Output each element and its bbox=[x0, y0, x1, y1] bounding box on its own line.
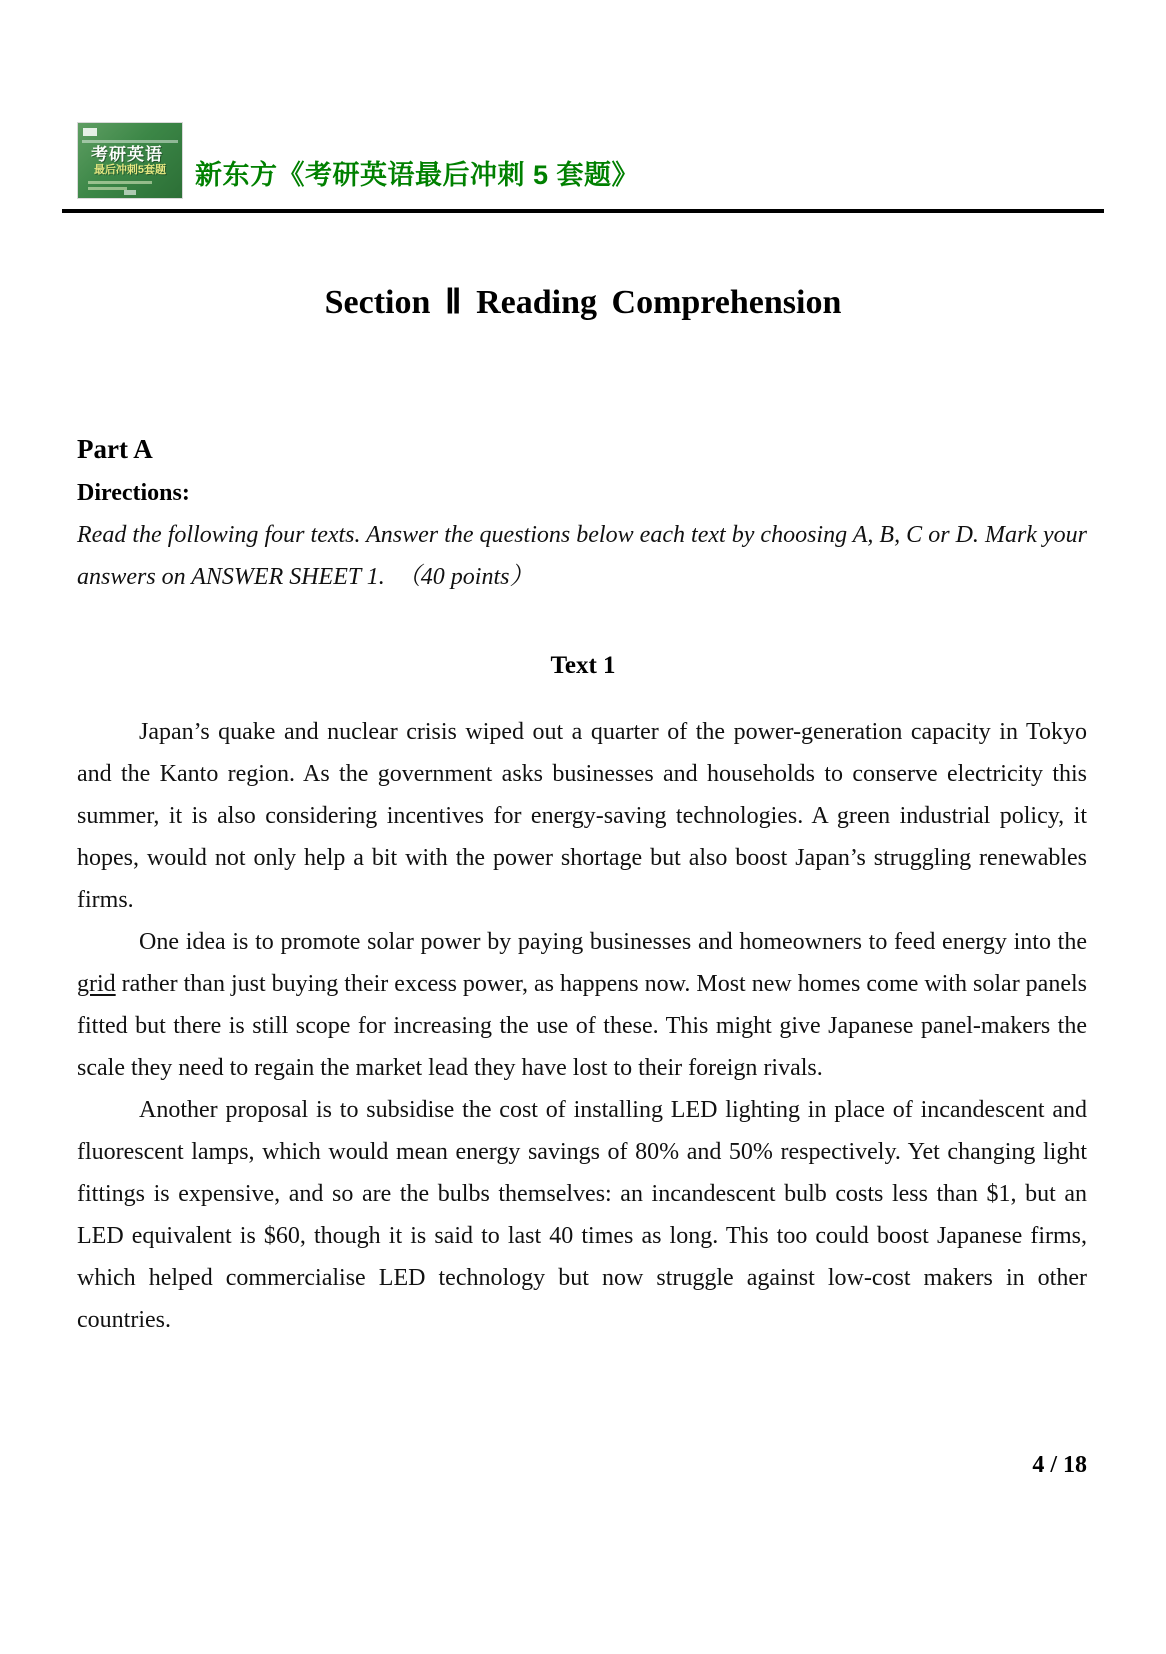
text1-paragraph-2 bbox=[77, 921, 1087, 1089]
cover-decoration-line bbox=[82, 140, 178, 143]
cover-decoration-line bbox=[88, 187, 127, 190]
text1-paragraph-1 bbox=[77, 711, 1087, 921]
section-title: Section Ⅱ Reading Comprehension bbox=[324, 284, 842, 321]
underlined-word-grid: grid bbox=[77, 971, 116, 997]
page-number: 4 / 18 bbox=[1032, 1452, 1087, 1478]
directions-label: Directions: bbox=[77, 480, 190, 506]
book-cover-subtitle: 最后冲刺5套题 bbox=[93, 164, 167, 176]
text1-body bbox=[77, 711, 1087, 1341]
cover-logo-mark bbox=[83, 128, 97, 136]
header-divider bbox=[62, 209, 1104, 213]
text1-paragraph-3 bbox=[77, 1089, 1087, 1341]
paragraph-text: One idea is to promote solar power by paying businesses and homeowners to feed energy into the bbox=[139, 929, 1087, 955]
cover-decoration-line bbox=[88, 181, 152, 184]
part-a-heading: Part A bbox=[77, 434, 153, 464]
paragraph-text: Japan’s quake and nuclear crisis wiped out a quarter of the power-generation capacity in Tokyo and the Kanto region. As the government asks businesses and households to conserve electricity this summer, it is also considering incentives for energy-saving technologies. A green industrial policy, it hopes, would not only help a bit with the power shortage but also boost Japan’s struggling renewables firms. bbox=[77, 719, 1087, 913]
book-cover-thumbnail bbox=[78, 123, 182, 198]
directions-text: Read the following four texts. Answer the questions below each text by choosing A, B, C or D. Mark your answers on ANSWER SHEET 1. （40 points） bbox=[77, 522, 1087, 590]
header-brand-title: 新东方《考研英语最后冲刺 5 套题》 bbox=[195, 160, 640, 190]
paragraph-text: rather than just buying their excess power, as happens now. Most new homes come with solar panels fitted but there is still scope for increasing the use of these. This might give Japanese panel-makers the scale they need to regain the market lead they have lost to their foreign rivals. bbox=[77, 971, 1087, 1081]
text1-heading: Text 1 bbox=[550, 652, 616, 679]
book-cover-title: 考研英语 bbox=[91, 145, 163, 164]
paragraph-text: Another proposal is to subsidise the cost of installing LED lighting in place of incandescent and fluorescent lamps, which would mean energy savings of 80% and 50% respectively. Yet changing light fittings is expensive, and so are the bulbs themselves: an incandescent bulb costs less than $1, but an LED equivalent is $60, though it is said to last 40 times as long. This too could boost Japanese firms, which helped commercialise LED technology but now struggle against low-cost makers in other countries. bbox=[77, 1097, 1087, 1333]
cover-publisher-emblem bbox=[124, 190, 136, 195]
